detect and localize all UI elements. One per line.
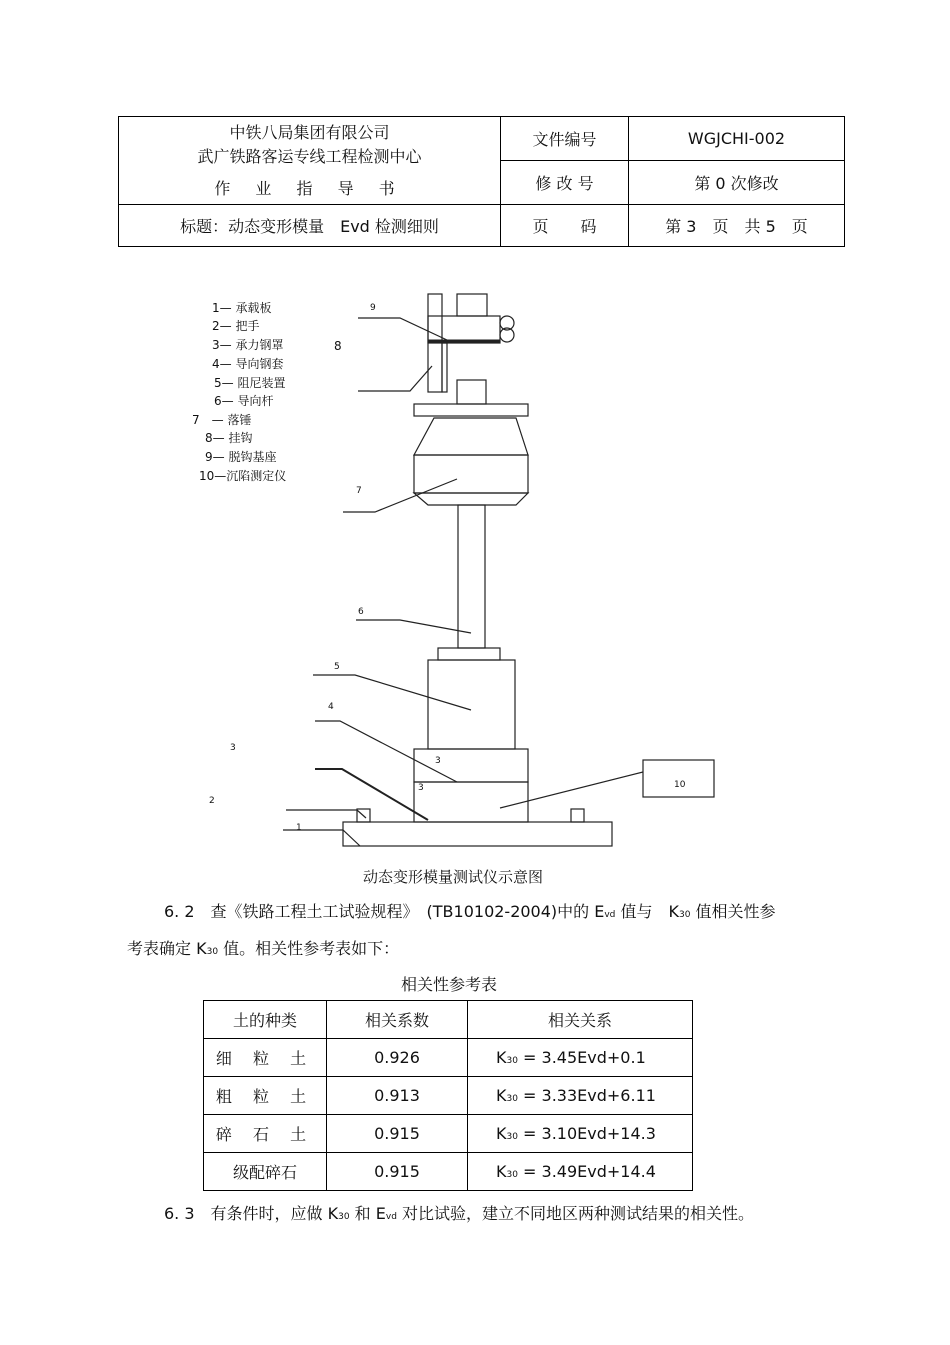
diagram-label: 3 [230,743,236,753]
correlation-table [203,1000,693,1191]
legend-item: 10—沉陷测定仪 [199,469,287,483]
upper-plate [414,404,528,416]
diagram-label: 10 [674,780,686,790]
leader-8 [358,366,432,391]
relation-formula: = 3.45Evd+0.1 [517,1048,646,1067]
damper-cap [438,648,500,660]
para-text: 6. 3 有条件时，应做 K [164,1204,339,1223]
guide-rod [458,505,485,648]
company-name: 中铁八局集团有限公司 [229,122,390,142]
col-header: 相关系数 [327,1001,468,1039]
para-62-line2 [127,936,399,959]
leader-10 [500,772,643,808]
rod-connector [457,380,486,404]
drop-weight-top [414,418,528,455]
doc-type: 作 业 指 导 书 [214,178,405,198]
legend-item: 2— 把手 [212,319,260,333]
k-symbol: K [496,1086,507,1105]
diagram-label: 5 [334,662,340,672]
load-plate [343,822,612,846]
legend-item: 3— 承力钢罩 [212,338,284,352]
soil-type: 级配碎石 [204,1153,327,1191]
relation-formula: = 3.49Evd+14.4 [517,1162,656,1181]
relation [468,1039,693,1077]
col-header: 相关关系 [468,1001,693,1039]
diagram-label: 4 [328,702,334,712]
soil-type: 细 粒 土 [204,1039,327,1077]
para-text: 6. 2 查《铁路工程土工试验规程》 (TB10102-2004)中的 E [164,902,605,921]
table-header-row [204,1001,693,1039]
relation [468,1115,693,1153]
legend-item: 8— 挂钩 [205,431,253,445]
center-name: 武广铁路客运专线工程检测中心 [197,146,422,166]
handle-right [571,809,584,822]
diagram-label: 1 [296,823,302,833]
figure-caption: 动态变形模量测试仪示意图 [363,868,544,886]
coefficient: 0.913 [327,1077,468,1115]
rev-value: 第 0 次修改 [629,161,845,205]
subscript: 30 [506,1094,518,1104]
subscript: 30 [506,1170,518,1180]
table-row [204,1115,693,1153]
subscript: 30 [506,1132,518,1142]
para-text: 值相关性参 [690,902,776,921]
settlement-device [643,760,714,797]
legend-item: 5— 阻尼装置 [214,376,286,390]
leader-5 [313,675,471,710]
leader-3 [315,769,428,820]
relation [468,1077,693,1115]
subscript: 30 [206,947,219,957]
hook-stem [442,343,447,392]
page-value: 第 3 页 共 5 页 [629,205,845,247]
guide-sleeve [414,749,528,782]
leader-9 [358,318,447,340]
k-symbol: K [496,1162,507,1181]
coefficient: 0.915 [327,1153,468,1191]
release-base [428,316,500,343]
damper-body [428,660,515,749]
doc-no-value: WGJCHI-002 [629,117,845,161]
para-text: 考表确定 K [127,939,207,958]
subscript: 30 [506,1056,518,1066]
diagram-label: 9 [370,303,376,313]
rev-label: 修 改 号 [501,161,629,205]
subscript: 30 [679,910,691,920]
leader-6 [356,620,471,633]
subscript: vd [385,1212,397,1222]
k-symbol: K [496,1048,507,1067]
diagram-label: 3 [435,756,441,766]
diagram-label: 6 [358,607,364,617]
col-header: 土的种类 [204,1001,327,1039]
coefficient: 0.915 [327,1115,468,1153]
release-post-right [457,294,487,316]
table-row [204,1077,693,1115]
page-label: 页 码 [501,205,629,247]
table-caption: 相关性参考表 [401,975,498,994]
leader-2 [286,810,366,818]
table-row [204,1153,693,1191]
legend-item: 9— 脱钩基座 [205,450,277,464]
table-row [204,1039,693,1077]
para-text: 值。相关性参考表如下： [218,939,400,958]
subscript: vd [604,910,616,920]
soil-type: 粗 粒 土 [204,1077,327,1115]
para-62-line1 [164,899,776,922]
bearing-cover [414,782,528,822]
legend-item: 4— 导向钢套 [212,357,284,371]
legend-item: 1— 承载板 [212,301,272,315]
leader-1 [283,830,360,846]
legend-item: 7 — 落锤 [192,413,252,427]
soil-type: 碎 石 土 [204,1115,327,1153]
relation [468,1153,693,1191]
subscript: 30 [338,1212,350,1222]
diagram-label: 3 [418,783,424,793]
doc-no-label: 文件编号 [501,117,629,161]
para-text: 对比试验，建立不同地区两种测试结果的相关性。 [396,1204,755,1223]
para-text: 和 E [349,1204,386,1223]
relation-formula: = 3.33Evd+6.11 [517,1086,656,1105]
diagram-label: 8 [334,339,342,353]
legend-item: 6— 导向杆 [214,394,274,408]
relation-formula: = 3.10Evd+14.3 [517,1124,656,1143]
coefficient: 0.926 [327,1039,468,1077]
para-text: 值与 K [615,902,679,921]
leader-4 [315,721,457,782]
diagram-label: 7 [356,486,362,496]
k-symbol: K [496,1124,507,1143]
para-63 [164,1201,754,1224]
diagram-label: 2 [209,796,215,806]
doc-title: 标题：动态变形模量 Evd 检测细则 [119,205,501,247]
drop-weight-bottom [414,493,528,505]
drop-weight-body [414,455,528,493]
